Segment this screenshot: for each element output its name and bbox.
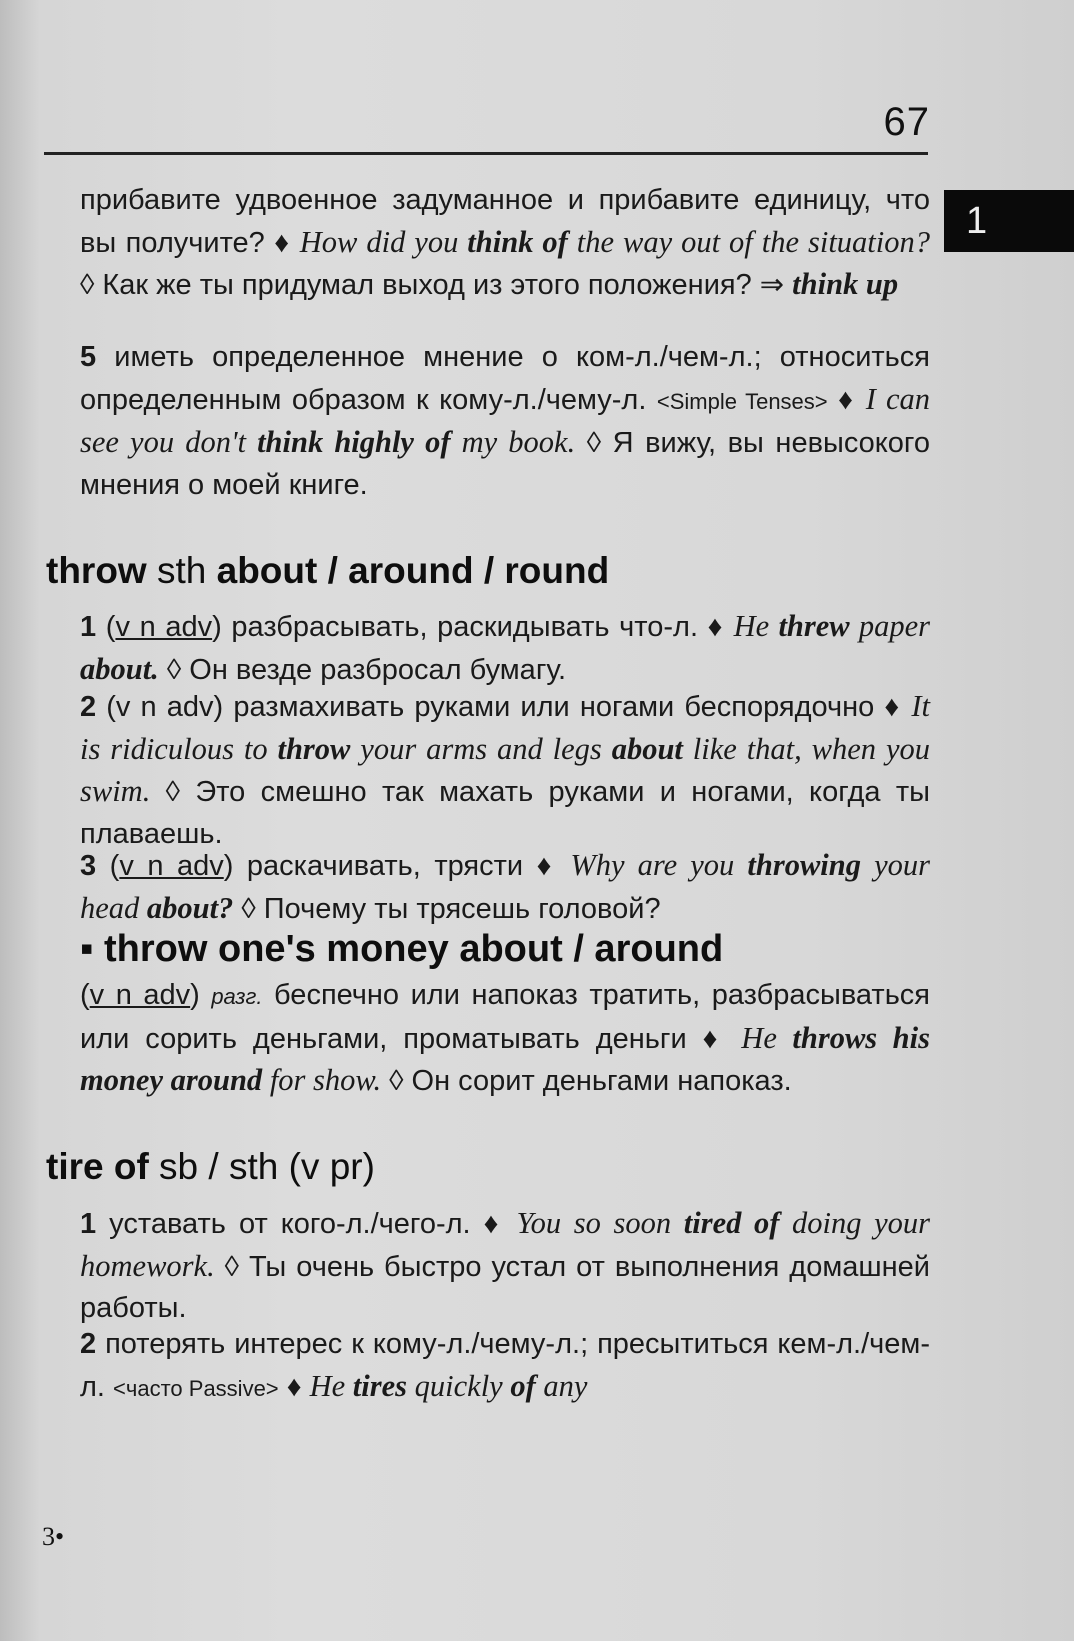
headword-tire-of [46, 1146, 375, 1188]
example-part: paper [849, 609, 930, 643]
sense-number: 2 [80, 691, 97, 723]
translation-text: ◊ Как же ты придумал выход из этого положения? ⇒ [80, 269, 793, 301]
idiom-definition: (v n adv) разг. беспечно или напоказ тратить, разбрасываться или сорить деньгами, проматывать деньги ♦ He throws his money around for show. ◊ Он сорит деньгами напоказ. [80, 979, 931, 1097]
example-part: It is ridiculous to [80, 689, 930, 766]
grammar-pattern: v n adv [89, 979, 191, 1011]
example-part: like that, when you swim. [80, 731, 930, 808]
example-keyword: tired of [683, 1206, 780, 1240]
throw-sense-1: 1 (v n adv) разбрасывать, раскидывать что-л. ♦ He threw paper about. ◊ Он везде разбросал бумагу. [80, 609, 930, 686]
example-keyword: think highly of [257, 425, 451, 459]
definition-text: иметь определенное мнение о ком-л./чем-л.; относиться определенным образом к кому-л./чему-л. [80, 341, 930, 416]
example-keyword: of [510, 1368, 536, 1403]
signature-mark: 3• [42, 1522, 65, 1551]
translation-text: ◊ Ты очень быстро устал от выполнения домашней работы. [80, 1250, 930, 1324]
headword-throw-about [46, 550, 609, 592]
example-keyword: about? [146, 890, 234, 925]
example-keyword: think of [467, 224, 568, 259]
header-rule [44, 152, 928, 155]
sense-5 [80, 337, 930, 506]
definition-text: беспечно или напоказ тратить, разбрасываться или сорить деньгами, проматывать деньги ♦ [80, 979, 931, 1055]
example-keyword: throwing [747, 848, 861, 882]
example-part: How did you [299, 224, 468, 259]
example-part: my book. [450, 425, 576, 459]
example-part: You so soon [516, 1206, 684, 1240]
sense-number: 1 [80, 1208, 97, 1240]
section-thumb-tab: 1 [944, 190, 1074, 252]
translation-text: ◊ Он сорит деньгами напоказ. [381, 1065, 792, 1097]
grammar-pattern: v n adv [119, 850, 224, 882]
example-part: for show. [262, 1063, 382, 1097]
sense-number: 1 [80, 611, 97, 643]
grammar-pattern: v n adv [115, 611, 213, 643]
example-keyword: threw [778, 609, 850, 643]
translation-text: ◊ Он везде разбросал бумагу. [158, 653, 567, 686]
register-label: разг. [211, 984, 263, 1009]
tire-sense-2 [80, 1324, 930, 1409]
example-part: doing your homework. [80, 1206, 930, 1283]
throw-sense-2 [80, 686, 930, 855]
throw-sense-3: 3 (v n adv) раскачивать, трясти ♦ Why are you throwing your head about? ◊ Почему ты трясешь головой? [80, 848, 930, 925]
cross-reference: think up [792, 267, 899, 301]
grammar-pattern: (v n adv) [106, 691, 224, 723]
definition-text: прибавите удвоенное задуманное и прибавите единицу, что вы получите? ♦ [80, 184, 930, 259]
example-keyword: throws his money around [80, 1020, 930, 1097]
page-number: 67 [883, 100, 930, 144]
sense-number: 3 [80, 850, 97, 882]
headword-verb: throw [46, 550, 147, 591]
example-part: He [741, 1020, 793, 1055]
example-keyword: about. [80, 651, 159, 686]
example-part: He [309, 1368, 353, 1403]
definition-text: потерять интерес к кому-л./чему-л.; пресытиться кем-л./чем-л. [80, 1328, 930, 1403]
entry-continuation [80, 180, 930, 307]
definition-text: раскачивать, трясти ♦ [233, 850, 571, 882]
idiom-throw-money-about: ▪ throw one's money about / around [80, 928, 724, 970]
example-part: the way out of the situation? [567, 224, 931, 259]
example-part: He [733, 609, 779, 643]
example-text [310, 1369, 588, 1403]
headword-verb: tire of [46, 1146, 149, 1187]
sense-number: 5 [80, 341, 97, 373]
headword-particles: about / around / round [216, 550, 610, 591]
example-keyword: throw [277, 731, 351, 766]
headword-pattern: sb / sth (v pr) [148, 1146, 375, 1187]
grammar-note: <часто Passive> [113, 1375, 279, 1401]
sense-number: 2 [80, 1328, 97, 1360]
example-keyword: about [611, 731, 683, 766]
example-keyword: tires [352, 1368, 408, 1403]
tire-sense-1 [80, 1203, 930, 1330]
translation-text: ◊ Это смешно так махать руками и ногами, когда ты плаваешь. [80, 776, 930, 850]
definition-text: размахивать руками или ногами беспорядочно ♦ [223, 691, 912, 723]
definition-text: разбрасывать, раскидывать что-л. ♦ [221, 611, 734, 643]
example-part: your head [80, 848, 930, 925]
example-part: your arms and legs [350, 731, 612, 766]
grammar-note: <Simple Tenses> [656, 388, 828, 414]
headword-object: sth [146, 550, 217, 591]
example-part: Why are you [570, 848, 748, 882]
example-part: I can see you don't [80, 381, 930, 459]
definition-text: уставать от кого-л./чего-л. ♦ [96, 1208, 517, 1240]
example-text [300, 225, 930, 259]
example-part: any [535, 1368, 588, 1403]
translation-text: ◊ Почему ты трясешь головой? [233, 892, 661, 925]
example-part: quickly [407, 1368, 511, 1403]
bullet-separator: ♦ [827, 383, 866, 416]
bullet-separator: ♦ [278, 1370, 310, 1403]
translation-text: ◊ Я вижу, вы невысокого мнения о моей книге. [80, 427, 930, 501]
